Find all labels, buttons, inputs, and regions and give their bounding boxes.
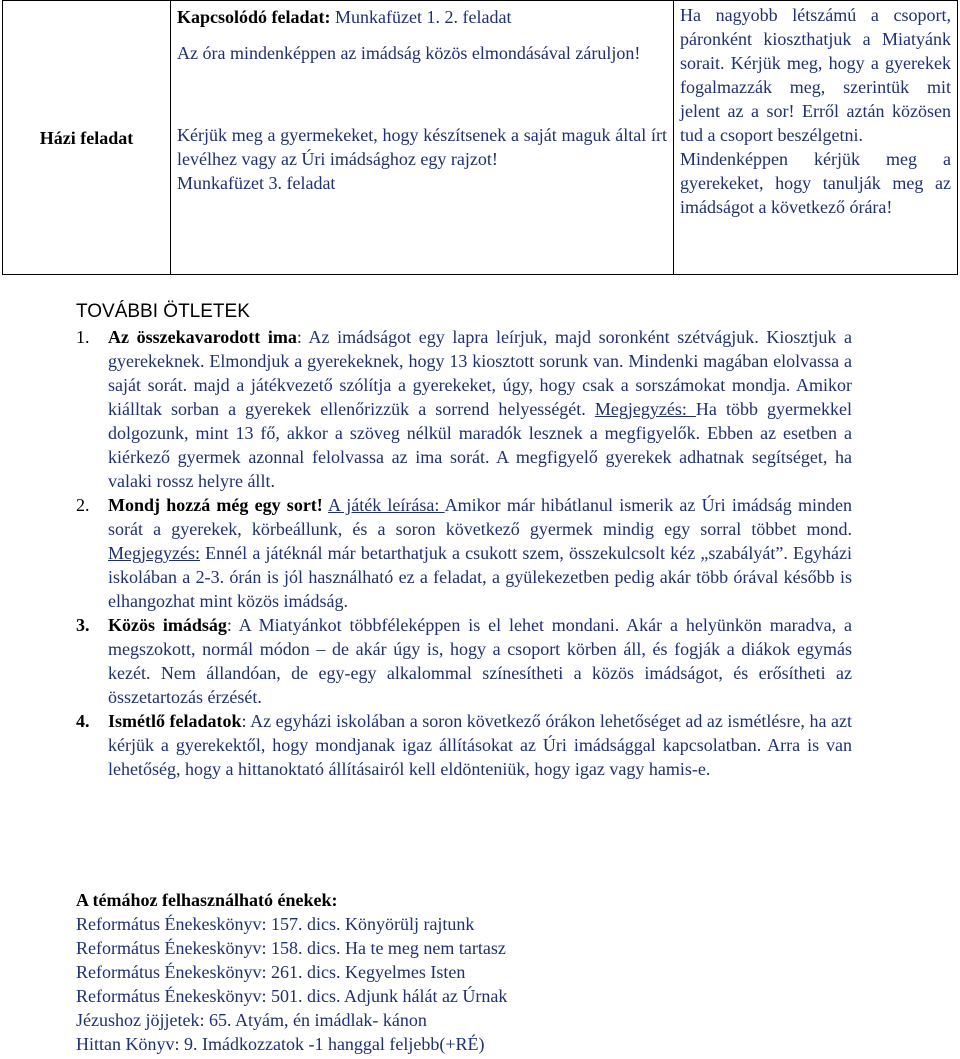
item-title: Ismétlő feladatok: [108, 711, 242, 731]
item-title: Közös imádság: [108, 615, 227, 635]
related-task-heading: [177, 5, 667, 29]
note-label: Megjegyzés:: [594, 399, 696, 419]
song-line: Hittan Könyv: 9. Imádkozzatok -1 hanggal feljebb(+RÉ): [76, 1034, 485, 1054]
list-item: [76, 613, 852, 709]
item-number: 2.: [76, 495, 90, 515]
more-ideas-heading: TOVÁBBI ÖTLETEK: [76, 301, 250, 322]
prayer-note: Az óra mindenképpen az imádság közös elmondásával záruljon!: [177, 43, 641, 63]
group-notes-paragraph: Ha nagyobb létszámú a csoport, páronként kioszthatjuk a Miatyánk sorait. Kérjük meg, hogy a gyerekek fogalmazzák meg, szerintük mit jelent az a sor! Erről aztán közösen tud a csoport beszélgetni.: [680, 5, 951, 145]
song-line: Református Énekeskönyv: 261. dics. Kegyelmes Isten: [76, 962, 466, 982]
homework-table: [2, 0, 958, 275]
song-line: Református Énekeskönyv: 157. dics. Könyörülj rajtunk: [76, 914, 475, 934]
ideas-list: [76, 325, 852, 781]
songs-heading: [76, 888, 876, 912]
item-text: Amikor már hibátlanul ismerik az Úri imádság minden sorát a gyerekek, körbeállunk, és a soron következő gyermek mindig egy sorral többet mond.: [108, 495, 853, 539]
learn-prayer-paragraph: Mindenképpen kérjük meg a gyerekeket, hogy tanulják meg az imádságot a következő órára!: [680, 149, 951, 217]
songs-section: [76, 888, 876, 1056]
item-text: : Az imádságot egy lapra leírjuk, majd soronként szétvágjuk. Kiosztjuk a gyerekeknek. Elmondjuk a gyerekeknek, hogy 13 kiosztott sorunk van. Mindenki magában elolvassa a saját sorát. majd a játékvezető szólítja a gyerekeket, úgy, hogy csak a sorszámokat mondja. Amikor kiálltak sorban a gyerekek ellenőrizzük a sorrend helyességét.: [108, 327, 852, 419]
list-item: [76, 493, 852, 613]
song-line: Jézushoz jöjjetek: 65. Atyám, én imádlak- kánon: [76, 1010, 427, 1030]
song-line: Református Énekeskönyv: 158. dics. Ha te meg nem tartasz: [76, 938, 506, 958]
item-number: 4.: [76, 711, 90, 731]
item-number: 1.: [76, 327, 90, 347]
group-notes-cell: [674, 1, 958, 275]
related-task-label: Kapcsolódó feladat:: [177, 7, 331, 27]
item-number: 3.: [76, 615, 90, 635]
note-label: Megjegyzés:: [108, 543, 200, 563]
related-task-ref: Munkafüzet 1. 2. feladat: [330, 7, 512, 27]
drawing-task: Kérjük meg a gyermekeket, hogy készítsenek a saját maguk által írt levélhez vagy az Úri imádsághoz egy rajzot!: [177, 125, 667, 169]
item-title: Mondj hozzá még egy sort!: [108, 495, 323, 515]
item-text: : Az egyházi iskolában a soron következő órákon lehetőséget ad az ismétlésre, ha azt kérjük a gyerekektől, hogy mondjanak igaz állításokat az Úri imádsággal kapcsolatban. Arra is van lehetőség, hogy a hittanoktató állításairól kell eldönteniük, hogy igaz vagy hamis-e.: [108, 711, 852, 779]
row-label-cell: [3, 1, 171, 275]
list-item: [76, 325, 852, 493]
item-text: Ha több gyermekkel dolgozunk, mint 13 fő, akkor a szöveg nélkül maradók lesznek a megfigyelők. Ebben az esetben a kiérkező gyermek azonnal felolvassa az ima sorát. A megfigyelő gyerekek adhatnak segítséget, ha valaki rossz helyre állt.: [108, 399, 853, 491]
workbook-ref: Munkafüzet 3. feladat: [177, 173, 336, 193]
item-title: Az összekavarodott ima: [108, 327, 297, 347]
related-task-cell: [171, 1, 674, 275]
item-text: : A Miatyánkot többféleképpen is el lehet mondani. Akár a helyünkön maradva, a megszokott, normál módon – de akár úgy is, hogy a csoport körben áll, és fogják a diákok egymás kezét. Nem állandóan, de egy-egy alkalommal színesítheti a közös imádságot, és erősítheti az összetartozás érzését.: [108, 615, 853, 707]
game-description-label: A játék leírása:: [328, 495, 445, 515]
row-label: Házi feladat: [39, 127, 134, 148]
song-line: Református Énekeskönyv: 501. dics. Adjunk hálát az Úrnak: [76, 986, 508, 1006]
list-item: [76, 709, 852, 781]
item-text: Ennél a játéknál már betarthatjuk a csukott szem, összekulcsolt kéz „szabályát”. Egyházi iskolában a 2-3. órán is jól használható ez a feladat, a gyülekezetben pedig akár több órával később is elhangozhat mint közös imádság.: [108, 543, 852, 611]
songs-heading-text: A témához felhasználható énekek:: [76, 890, 338, 910]
